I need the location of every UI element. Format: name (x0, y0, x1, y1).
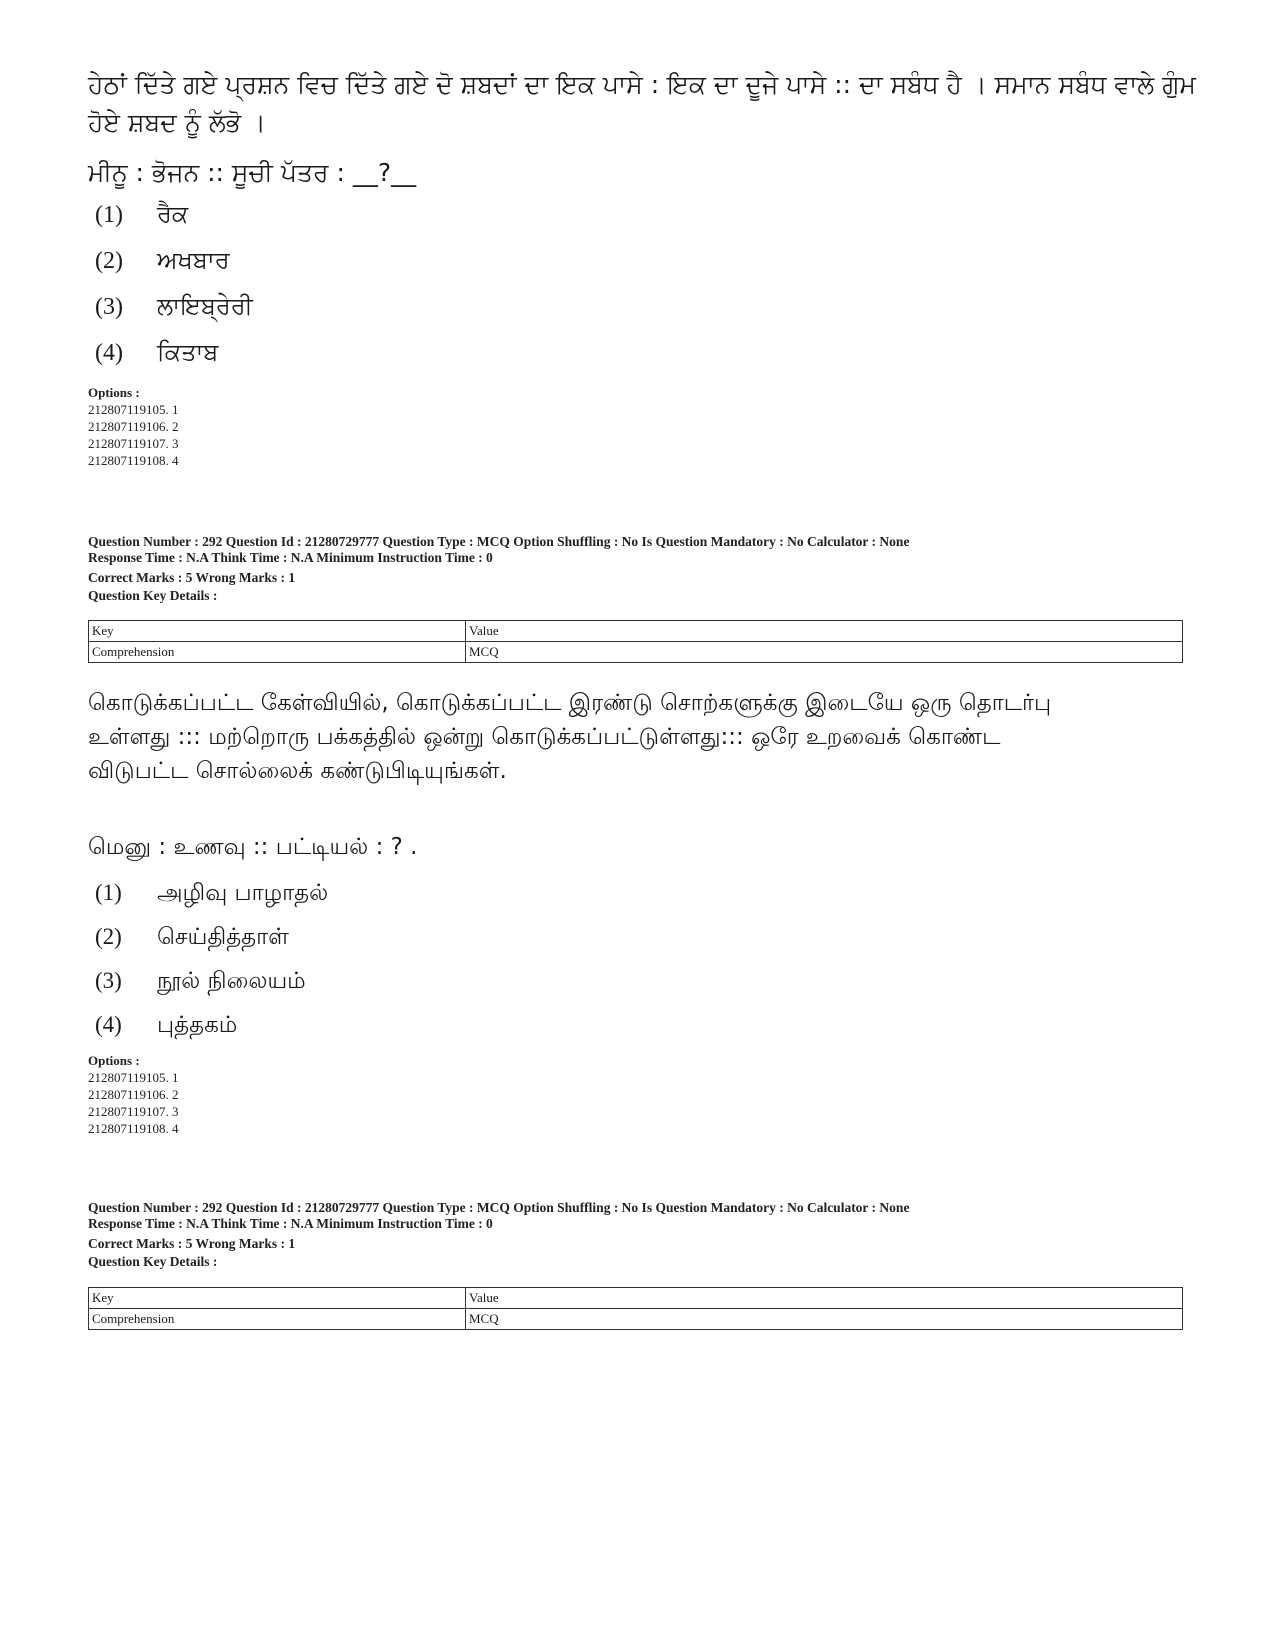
analogy-punjabi: ਮੀਨੂ : ਭੋਜਨ :: ਸੂਚੀ ਪੱਤਰ : __?__ (88, 158, 417, 187)
question-meta-line: Question Number : 292 Question Id : 21280729777 Question Type : MCQ Option Shuffling : No Is Question Mandatory : No Calculator : None (88, 1200, 910, 1215)
option-id: 212807119106. 2 (88, 419, 179, 434)
choice-4 (95, 1012, 237, 1041)
question-stem-punjabi: ਹੇਠਾਂ ਦਿੱਤੇ ਗਏ ਪ੍ਰਸ਼ਨ ਵਿਚ ਦਿੱਤੇ ਗਏ ਦੋ ਸ਼ਬਦਾਂ ਦਾ ਇਕ ਪਾਸੇ : ਇਕ ਦਾ ਦੂਜੇ ਪਾਸੇ :: ਦਾ ਸਬੰਧ ਹੈ । ਸਮਾਨ ਸਬੰਧ ਵਾਲੇ ਗੁੰਮ ਹੋਏ ਸ਼ਬਦ ਨੂੰ ਲੱਭੋ । (88, 70, 1196, 137)
option-id: 212807119108. 4 (88, 1121, 179, 1136)
option-id: 212807119107. 3 (88, 436, 179, 451)
option-id: 212807119106. 2 (88, 1087, 179, 1102)
question-meta-line: Response Time : N.A Think Time : N.A Minimum Instruction Time : 0 (88, 550, 493, 565)
analogy-tamil: மெனு : உணவு :: பட்டியல் : ? . (88, 834, 418, 860)
choice-number: (3) (95, 968, 122, 993)
option-id: 212807119108. 4 (88, 453, 179, 468)
table-cell-value: MCQ (466, 1309, 1183, 1330)
choice-text: ਰੈਕ (157, 200, 189, 228)
key-details-label: Question Key Details : (88, 588, 218, 603)
choice-3 (95, 292, 253, 321)
key-value-table (88, 1287, 1183, 1330)
option-id: 212807119107. 3 (88, 1104, 179, 1119)
choice-number: (4) (95, 1012, 122, 1037)
table-header-value: Value (466, 1288, 1183, 1309)
key-value-table (88, 620, 1183, 663)
question-stem-tamil: கொடுக்கப்பட்ட கேள்வியில், கொடுக்கப்பட்ட இரண்டு சொற்களுக்கு இடையே ஒரு தொடர்பு உள்ளது ::: மற்றொரு பக்கத்தில் ஒன்று கொடுக்கப்பட்டுள்ளது::: ஒரே உறவைக் கொண்ட விடுபட்ட சொல்லைக் கண்டுபிடியுங்கள். (88, 690, 1052, 784)
choice-text: ਲਾਇਬ੍ਰੇਰੀ (157, 292, 253, 320)
choice-text: நூல் நிலையம் (157, 968, 306, 994)
options-label: Options : (88, 1053, 140, 1068)
choice-number: (2) (95, 924, 122, 949)
options-label: Options : (88, 385, 140, 400)
table-header-key: Key (89, 1288, 466, 1309)
table-header-value: Value (466, 621, 1183, 642)
choice-text: ਅਖਬਾਰ (157, 246, 230, 274)
choice-4 (95, 338, 218, 367)
choice-text: ਕਿਤਾਬ (157, 338, 219, 366)
question-metadata (88, 1200, 909, 1270)
marks-line: Correct Marks : 5 Wrong Marks : 1 (88, 1236, 296, 1251)
choice-2 (95, 246, 230, 275)
choice-1 (95, 880, 328, 909)
options-list (88, 384, 179, 469)
marks-line: Correct Marks : 5 Wrong Marks : 1 (88, 570, 296, 585)
choice-number: (1) (95, 880, 122, 905)
choice-1 (95, 200, 188, 229)
choice-2 (95, 924, 289, 953)
table-cell-key: Comprehension (89, 642, 466, 663)
choice-3 (95, 968, 306, 997)
options-list (88, 1052, 179, 1137)
choice-text: செய்தித்தாள் (157, 924, 289, 950)
choice-number: (2) (95, 248, 123, 274)
choice-text: அழிவு பாழாதல் (157, 880, 329, 906)
choice-number: (4) (95, 340, 123, 366)
question-meta-line: Question Number : 292 Question Id : 21280729777 Question Type : MCQ Option Shuffling : No Is Question Mandatory : No Calculator : None (88, 534, 910, 549)
table-header-key: Key (89, 621, 466, 642)
option-id: 212807119105. 1 (88, 402, 179, 417)
choice-text: புத்தகம் (157, 1012, 238, 1038)
option-id: 212807119105. 1 (88, 1070, 179, 1085)
question-metadata (88, 534, 909, 604)
key-details-label: Question Key Details : (88, 1254, 218, 1269)
question-meta-line: Response Time : N.A Think Time : N.A Minimum Instruction Time : 0 (88, 1216, 493, 1231)
choice-number: (1) (95, 202, 123, 228)
table-cell-value: MCQ (466, 642, 1183, 663)
table-cell-key: Comprehension (89, 1309, 466, 1330)
choice-number: (3) (95, 294, 123, 320)
